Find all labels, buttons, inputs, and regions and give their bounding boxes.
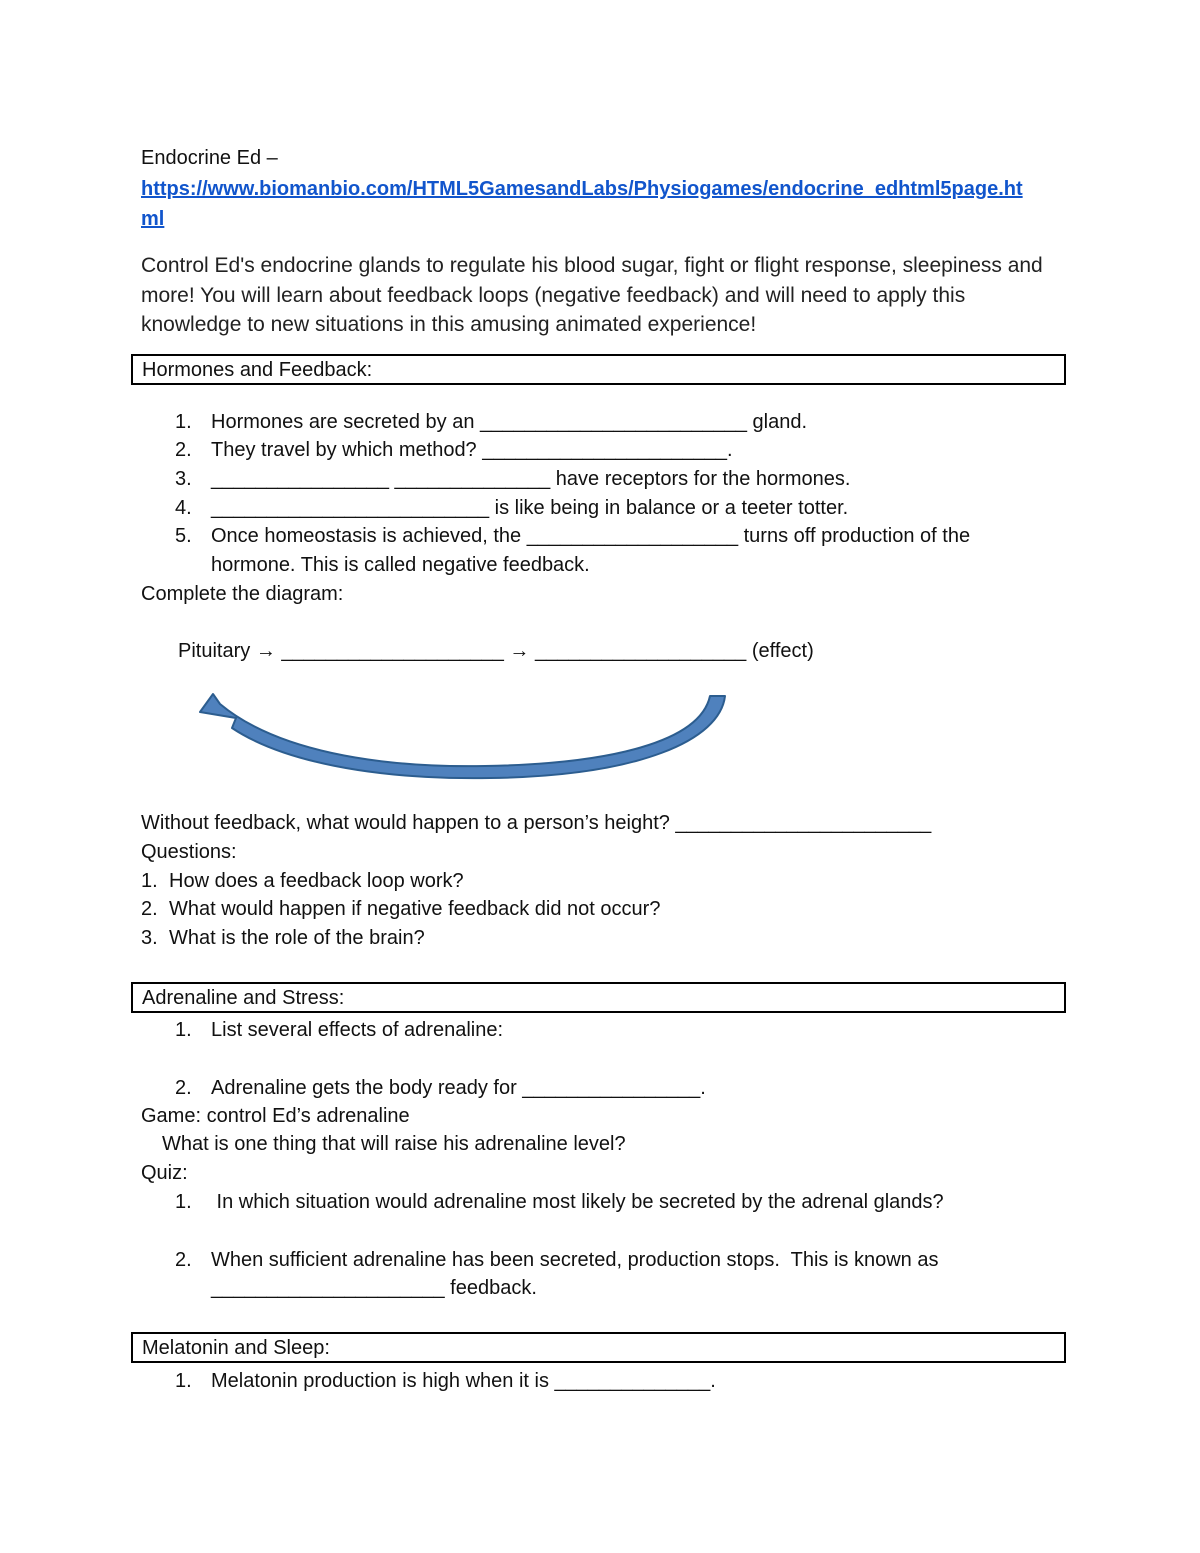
game-label: Game: control Ed’s adrenaline — [141, 1105, 410, 1127]
right-arrow-icon: → — [509, 640, 530, 662]
section-hormones-box — [131, 354, 1066, 385]
question-item: 1. How does a feedback loop work? — [141, 870, 464, 892]
section-hormones-heading: Hormones and Feedback: — [142, 359, 373, 381]
quiz-label: Quiz: — [141, 1162, 188, 1184]
section-adrenaline-box — [131, 982, 1066, 1013]
right-arrow-icon: → — [255, 640, 276, 662]
list-item: 1. List several effects of adrenaline: — [175, 1019, 504, 1041]
diagram-start: Pituitary — [178, 640, 251, 662]
list-item: 2. They travel by which method? ______________________. — [175, 439, 733, 461]
quiz-item: 2. When sufficient adrenaline has been secreted, production stops. This is known as — [175, 1249, 939, 1271]
list-item: 4. _________________________ is like being in balance or a teeter totter. — [175, 497, 849, 519]
section-melatonin-heading: Melatonin and Sleep: — [142, 1337, 330, 1359]
diagram-row — [178, 637, 814, 665]
question-item: 2. What would happen if negative feedback did not occur? — [141, 898, 661, 920]
questions-label: Questions: — [141, 841, 237, 863]
list-item: 2. Adrenaline gets the body ready for ________________. — [175, 1077, 706, 1099]
question-item: 3. What is the role of the brain? — [141, 927, 425, 949]
section-melatonin-box — [131, 1332, 1066, 1363]
list-item: 1. Hormones are secreted by an ________________________ gland. — [175, 411, 808, 433]
diagram-blank-1: ____________________ — [281, 640, 504, 662]
quiz-item: 1. In which situation would adrenaline most likely be secreted by the adrenal glands? — [175, 1191, 944, 1213]
list-item: 5. Once homeostasis is achieved, the ___________________ turns off production of the — [175, 525, 971, 547]
doc-title: Endocrine Ed – — [141, 147, 278, 169]
list-item: 1. Melatonin production is high when it is ______________. — [175, 1370, 716, 1392]
height-question: Without feedback, what would happen to a person’s height? _______________________ — [141, 812, 932, 834]
diagram-blank-2: ___________________ — [534, 640, 747, 662]
complete-diagram-label: Complete the diagram: — [141, 583, 344, 605]
feedback-curved-arrow-icon — [180, 680, 760, 790]
game-link-line2[interactable]: ml — [141, 208, 165, 230]
quiz-item-continuation: _____________________ feedback. — [211, 1277, 537, 1299]
section-adrenaline-heading: Adrenaline and Stress: — [142, 987, 345, 1009]
diagram-effect: (effect) — [751, 640, 814, 662]
game-link-line1[interactable]: https://www.biomanbio.com/HTML5GamesandLabs/Physiogames/endocrine_edhtml5page.ht — [141, 178, 1023, 200]
list-item-continuation: hormone. This is called negative feedback. — [211, 554, 590, 576]
intro-paragraph: Control Ed's endocrine glands to regulate his blood sugar, fight or flight response, sleepiness and more! You will learn about feedback loops (negative feedback) and will need to apply this knowledge to new situations in this amusing animated experience! — [141, 254, 1043, 336]
list-item: 3. ________________ ______________ have receptors for the hormones. — [175, 468, 851, 490]
game-question: What is one thing that will raise his adrenaline level? — [162, 1133, 626, 1155]
